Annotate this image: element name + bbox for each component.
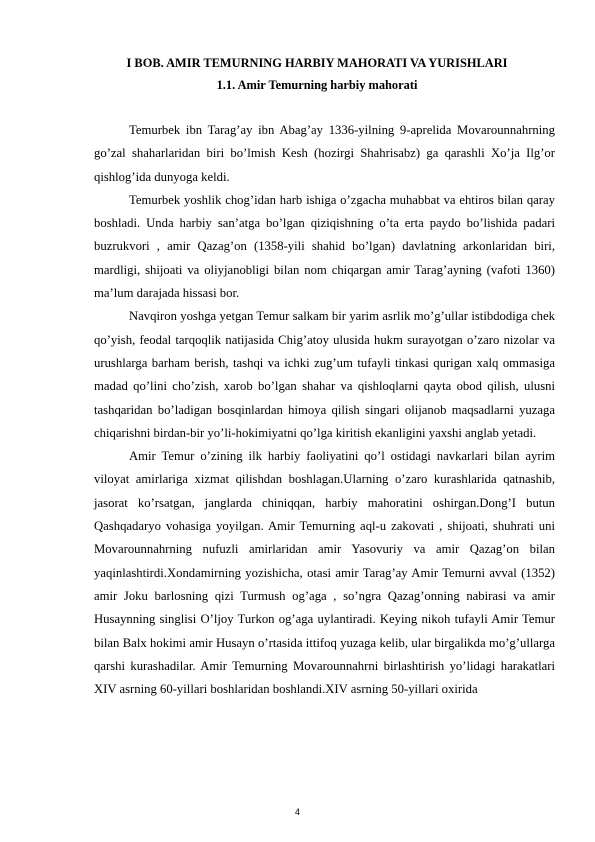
section-title: 1.1. Amir Temurning harbiy mahorati: [216, 78, 418, 92]
paragraph: Navqiron yoshga yetgan Temur salkam bir yarim asrlik mo’g’ullar istibdodiga chek qo’yish, feodal tarqoqlik natijasida Chig’atoy ulusida hukm surayotgan o’zaro nizolar va urushlarga barham berish, tashqi va ichki zug’um tufayli tinkasi qurigan xalq ommasiga madad qo’lini cho’zish, xarob bo’lgan shahar va qishloqlarni qayta obod qilish, ulusni tashqaridan bo’ladigan bosqinlardan himoya qilish singari olijanob maqsadlarni yuzaga chiqarishni birdan-bir yo’li-hokimiyatni qo’lga kiritish ekanligini yaxshi anglab yetadi.: [94, 309, 555, 440]
page-number: 4: [294, 807, 300, 817]
chapter-title: I BOB. AMIR TEMURNING HARBIY MAHORATI VA YURISHLARI: [126, 56, 508, 70]
body-text: [94, 119, 555, 701]
paragraph: Amir Temur o’zining ilk harbiy faoliyatini qo’l ostidagi navkarlari bilan ayrim viloyat amirlariga xizmat qilishdan boshlagan.Ularning o’zaro kurashlarida qatnashib, jasorat ko’rsatgan, janglarda chiniqqan, harbiy mahoratini oshirgan.Dong’I butun Qashqadaryo vohasiga yoyilgan. Amir Temurning aql-u zakovati , shijoati, shuhrati uni Movarounnahrning nufuzli amirlaridan amir Yasovuriy va amir Qazag’on bilan yaqinlashtirdi.Xondamirning yozishicha, otasi amir Tarag’ay Amir Temurni avval (1352) amir Joku barlosning qizi Turmush og’aga , so’ngra Qazag’onning nabirasi va amir Husaynning singlisi O’ljoy Turkon og’aga uylantiradi. Keying nikoh tufayli Amir Temur bilan Balx hokimi amir Husayn o’rtasida ittifoq yuzaga kelib, ular birgalikda mo’g’ullarga qarshi kurashadilar. Amir Temurning Movarounnahrni birlashtirish yo’lidagi harakatlari XIV asrning 60-yillari boshlaridan boshlandi.XIV asrning 50-yillari oxirida: [94, 449, 555, 697]
paragraph: Temurbek ibn Tarag’ay ibn Abag’ay 1336-yilning 9-aprelida Movarounnahrning go’zal shaharlaridan biri bo’lmish Kesh (hozirgi Shahrisabz) ga qarashli Xo’ja Ilg’or qishlog’ida dunyoga keldi.: [94, 123, 555, 184]
paragraph: Temurbek yoshlik chog’idan harb ishiga o’zgacha muhabbat va ehtiros bilan qaray boshladi. Unda harbiy san’atga bo’lgan qiziqishning o’ta erta paydo bo’lishida padari buzrukvori , amir Qazag’on (1358-yili shahid bo’lgan) davlatning arkonlaridan biri, mardligi, shijoati va oliyjanobligi bilan nom chiqargan amir Tarag’ayning (vafoti 1360) ma’lum darajada hissasi bor.: [94, 192, 555, 301]
